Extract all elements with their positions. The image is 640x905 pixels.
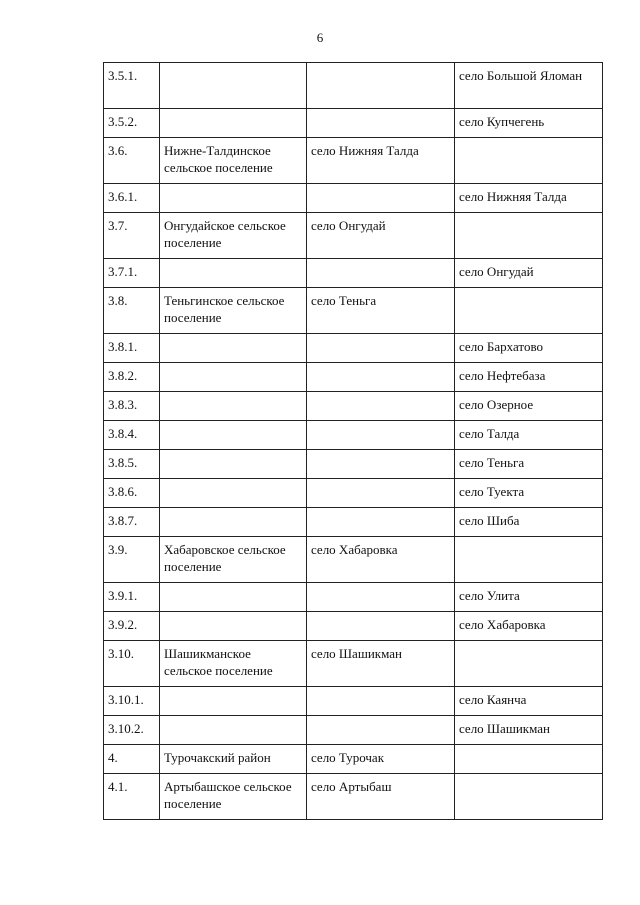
row-number: 3.5.1. [104, 63, 160, 109]
administrative-center [307, 479, 455, 508]
row-number: 4. [104, 745, 160, 774]
table-row [104, 138, 603, 184]
administrative-center [307, 392, 455, 421]
administrative-center: село Онгудай [307, 213, 455, 259]
settlement-name [160, 63, 307, 109]
administrative-center [307, 363, 455, 392]
table-row [104, 774, 603, 820]
table-row [104, 109, 603, 138]
table-row [104, 213, 603, 259]
administrative-center [307, 687, 455, 716]
administrative-center: село Артыбаш [307, 774, 455, 820]
village-name: село Туекта [455, 479, 603, 508]
table-row [104, 745, 603, 774]
row-number: 3.7.1. [104, 259, 160, 288]
village-name [455, 213, 603, 259]
table-row [104, 334, 603, 363]
village-name: село Бархатово [455, 334, 603, 363]
village-name [455, 745, 603, 774]
table-row [104, 184, 603, 213]
village-name: село Онгудай [455, 259, 603, 288]
settlement-name: Артыбашское сельское поселение [160, 774, 307, 820]
row-number: 3.8.3. [104, 392, 160, 421]
administrative-center: село Нижняя Талда [307, 138, 455, 184]
settlements-table [103, 62, 603, 820]
table-row [104, 450, 603, 479]
row-number: 3.6. [104, 138, 160, 184]
table-row [104, 583, 603, 612]
administrative-center [307, 63, 455, 109]
village-name: село Шиба [455, 508, 603, 537]
row-number: 3.8.4. [104, 421, 160, 450]
administrative-center [307, 583, 455, 612]
administrative-center [307, 716, 455, 745]
settlement-name [160, 450, 307, 479]
administrative-center [307, 508, 455, 537]
table-row [104, 687, 603, 716]
village-name: село Теньга [455, 450, 603, 479]
administrative-center [307, 184, 455, 213]
village-name [455, 537, 603, 583]
settlement-name [160, 421, 307, 450]
settlement-name: Теньгинское сельское поселение [160, 288, 307, 334]
row-number: 3.7. [104, 213, 160, 259]
village-name: село Купчегень [455, 109, 603, 138]
table-body [104, 63, 603, 820]
village-name: село Озерное [455, 392, 603, 421]
row-number: 3.10.2. [104, 716, 160, 745]
village-name [455, 288, 603, 334]
administrative-center [307, 334, 455, 363]
village-name [455, 138, 603, 184]
settlement-name [160, 687, 307, 716]
settlement-name [160, 583, 307, 612]
table-row [104, 421, 603, 450]
row-number: 3.9.1. [104, 583, 160, 612]
row-number: 3.9. [104, 537, 160, 583]
row-number: 4.1. [104, 774, 160, 820]
settlement-name: Шашикманское сельское поселение [160, 641, 307, 687]
settlement-name [160, 363, 307, 392]
administrative-center: село Хабаровка [307, 537, 455, 583]
settlement-name [160, 392, 307, 421]
table-row [104, 288, 603, 334]
administrative-center [307, 612, 455, 641]
administrative-center [307, 450, 455, 479]
settlement-name: Нижне-Талдинское сельское поселение [160, 138, 307, 184]
village-name [455, 641, 603, 687]
village-name: село Улита [455, 583, 603, 612]
administrative-center [307, 109, 455, 138]
village-name: село Талда [455, 421, 603, 450]
row-number: 3.8.7. [104, 508, 160, 537]
village-name: село Нефтебаза [455, 363, 603, 392]
row-number: 3.6.1. [104, 184, 160, 213]
settlement-name [160, 508, 307, 537]
row-number: 3.10.1. [104, 687, 160, 716]
row-number: 3.8.2. [104, 363, 160, 392]
table-row [104, 392, 603, 421]
row-number: 3.10. [104, 641, 160, 687]
settlement-name: Хабаровское сельское поселение [160, 537, 307, 583]
settlement-name [160, 479, 307, 508]
administrative-center [307, 259, 455, 288]
village-name: село Нижняя Талда [455, 184, 603, 213]
page-number: 6 [316, 30, 324, 45]
settlement-name [160, 612, 307, 641]
table-row [104, 63, 603, 109]
table-row [104, 716, 603, 745]
row-number: 3.8. [104, 288, 160, 334]
administrative-center: село Шашикман [307, 641, 455, 687]
row-number: 3.9.2. [104, 612, 160, 641]
table-row [104, 612, 603, 641]
administrative-center: село Теньга [307, 288, 455, 334]
table-row [104, 537, 603, 583]
row-number: 3.8.6. [104, 479, 160, 508]
table-row [104, 641, 603, 687]
village-name: село Хабаровка [455, 612, 603, 641]
settlement-name [160, 184, 307, 213]
settlement-name [160, 716, 307, 745]
administrative-center [307, 421, 455, 450]
table-row [104, 259, 603, 288]
settlement-name [160, 259, 307, 288]
village-name: село Большой Яломан [455, 63, 603, 109]
table-row [104, 508, 603, 537]
row-number: 3.8.1. [104, 334, 160, 363]
row-number: 3.5.2. [104, 109, 160, 138]
village-name: село Каянча [455, 687, 603, 716]
village-name: село Шашикман [455, 716, 603, 745]
table-row [104, 363, 603, 392]
table-row [104, 479, 603, 508]
settlement-name [160, 334, 307, 363]
village-name [455, 774, 603, 820]
settlement-name: Онгудайское сельское поселение [160, 213, 307, 259]
settlement-name [160, 109, 307, 138]
administrative-center: село Турочак [307, 745, 455, 774]
settlement-name: Турочакский район [160, 745, 307, 774]
row-number: 3.8.5. [104, 450, 160, 479]
